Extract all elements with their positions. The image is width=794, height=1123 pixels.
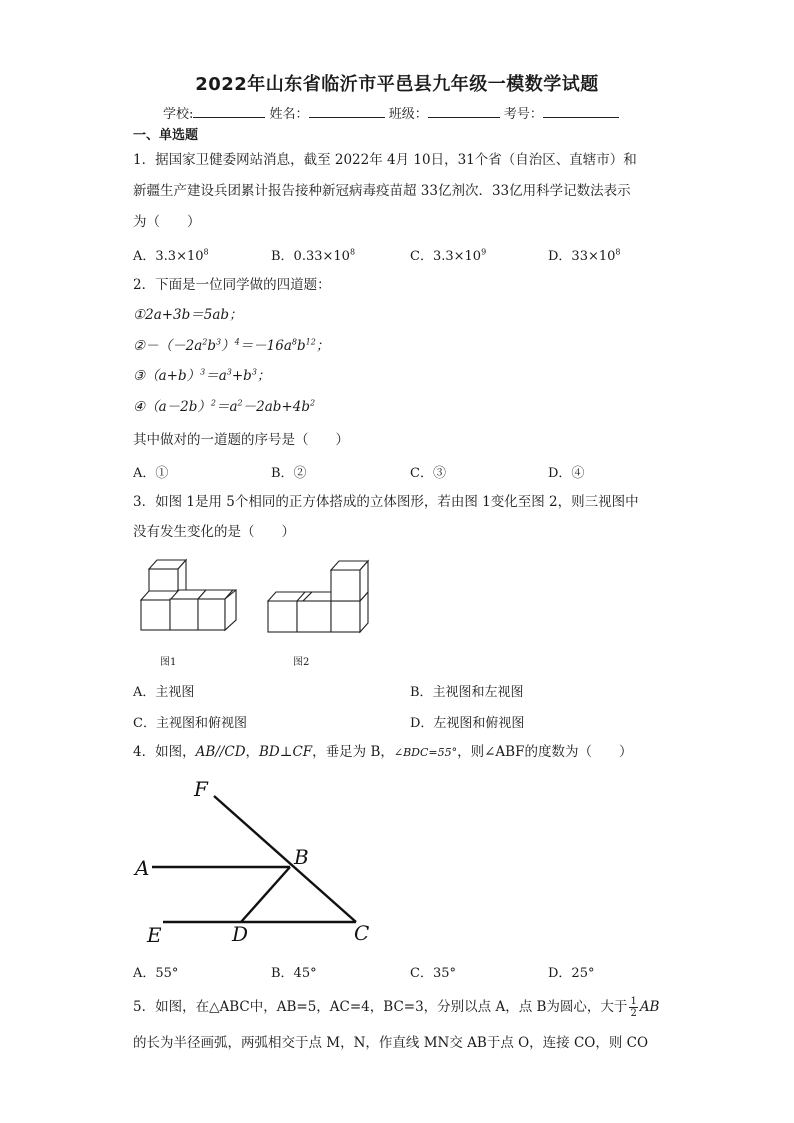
q3-option-b[interactable]: B．主视图和左视图 [410,685,524,700]
q5-line2: 的长为半径画弧，两弧相交于点 M，N，作直线 MN交 AB于点 O，连接 CO，则 CO [133,1035,649,1051]
q3-fig1-caption: 图1 [160,657,177,668]
q2-option-c[interactable]: C．③ [410,466,446,481]
q1-option-a-exp: 8 [203,247,209,257]
q4-text-mid: ，垂足为 B， [312,744,394,760]
q2-item2 [133,336,329,356]
q2-item3-mid: +b [231,368,252,384]
q2-item4-exp3: 2 [309,398,316,408]
q2-item3-exp1: 3 [200,367,206,377]
q4-geometry-figure [130,775,390,950]
q1-option-b-exp: 8 [349,247,356,257]
q1-option-b-text: B．0.33×10 [271,249,350,264]
section-heading: 一、单选题 [133,128,199,143]
q1-option-a-text: A．3.3×10 [133,249,204,264]
label-a: A [135,856,150,880]
label-c: C [354,921,370,945]
q2-line1: 2．下面是一位同学做的四道题： [133,277,331,293]
q2-item2-exp5: 12 [305,337,316,347]
exam-no-blank[interactable] [543,105,619,118]
q4-parallel: AB//CD [195,744,246,760]
q4-lines [152,796,356,922]
q2-item1: ①2a+3b＝5ab； [133,307,243,323]
q4-angle: ∠BDC=55° [393,746,458,759]
q2-item2-end: ； [315,338,330,354]
q3-option-a[interactable]: A．主视图 [133,685,195,700]
q2-item2-eq: ＝－16a [239,338,292,354]
exam-no-label: 考号： [503,107,543,122]
label-b: B [294,845,309,869]
q5-line1-end: AB [639,999,660,1015]
q1-option-a[interactable] [133,245,209,264]
q3-line2: 没有发生变化的是（ ） [133,524,295,540]
q5-fraction [629,996,637,1019]
class-blank[interactable] [428,105,500,118]
q4-option-b[interactable]: B．45° [271,966,317,981]
q2-option-b[interactable]: B．② [271,466,307,481]
label-f: F [194,777,208,801]
q3-option-c[interactable]: C．主视图和俯视图 [133,716,247,731]
q2-item2-exp4: 8 [291,337,298,347]
q2-item3-exp2: 3 [226,367,232,377]
q1-option-d[interactable] [548,245,621,264]
name-blank[interactable] [309,105,385,118]
q4-option-a[interactable]: A．55° [133,966,179,981]
line-bd [241,867,290,922]
q2-item4-eq: ＝a [215,399,238,415]
q2-item4 [133,397,315,417]
q3-fig2-caption: 图2 [293,657,310,668]
q4-text [133,742,632,763]
q1-option-d-text: D．33×10 [548,249,616,264]
q4-comma: ， [245,744,260,760]
student-info-line [163,103,619,122]
q2-item3-eq: ＝a [205,368,227,384]
q2-question: 其中做对的一道题的序号是（ ） [133,432,349,448]
figure1-cubes [141,560,236,630]
q3-option-d[interactable]: D．左视图和俯视图 [410,716,525,731]
q4-option-d[interactable]: D．25° [548,966,595,981]
name-label: 姓名： [269,107,309,122]
school-blank[interactable] [193,105,265,118]
school-label: 学校: [163,107,194,122]
q4-option-c[interactable]: C．35° [410,966,456,981]
q2-item3-end: ； [256,368,271,384]
label-e: E [147,923,162,947]
q4-text-pre: 4．如图， [133,744,196,760]
q1-option-b[interactable] [271,245,355,264]
q2-item3-pre: ③（a+b） [133,368,201,384]
q5-line1 [133,996,659,1019]
q2-item2-b: b [207,338,216,354]
q2-item4-exp2: 2 [237,398,243,408]
q2-option-a[interactable]: A．① [133,466,169,481]
q2-option-d[interactable]: D．④ [548,466,585,481]
figure2-cubes [268,561,368,632]
q2-item2-close: ） [221,338,235,354]
q1-option-d-exp: 8 [615,247,621,257]
q1-option-c-text: C．3.3×10 [410,249,482,264]
q1-line3: 为（ ） [133,214,201,230]
q1-line1: 1．据国家卫健委网站消息，截至 2022年 4月 10日，31个省（自治区、直辖市）和 [133,152,637,168]
page-title: 2022年山东省临沂市平邑县九年级一模数学试题 [195,74,599,95]
q2-item2-exp1: 2 [202,337,208,347]
q2-item2-exp2: 3 [216,337,222,347]
q1-option-c[interactable] [410,245,486,264]
q2-item4-pre: ④（a－2b） [133,399,211,415]
q1-line2: 新疆生产建设兵团累计报告接种新冠病毒疫苗超 33亿剂次．33亿用科学记数法表示 [133,183,631,199]
line-fc [214,796,356,922]
q2-item3-exp3: 3 [251,367,257,377]
q4-text-end: ，则∠ABF的度数为（ ） [457,744,633,760]
q2-item2-exp3: 4 [234,337,240,347]
q5-line1-pre: 5．如图，在△ABC中，AB=5，AC=4，BC=3，分别以点 A，点 B为圆心，大于 [133,999,628,1015]
q2-item4-end: －2ab+4b [242,399,310,415]
class-label: 班级： [388,107,428,122]
q1-option-c-exp: 9 [481,247,487,257]
q5-frac-numerator: 1 [630,996,637,1007]
q4-perpendicular: BD⊥CF [259,744,313,760]
q2-item3 [133,366,270,386]
q2-item2-b2: b [297,338,306,354]
q2-item2-pre: ②－（－2a [133,338,203,354]
q5-frac-denominator: 2 [630,1008,637,1019]
q3-line1: 3．如图 1是用 5个相同的正方体搭成的立体图形，若由图 1变化至图 2，则三视图中 [133,494,639,510]
q2-item4-exp1: 2 [210,398,216,408]
label-d: D [232,922,249,946]
